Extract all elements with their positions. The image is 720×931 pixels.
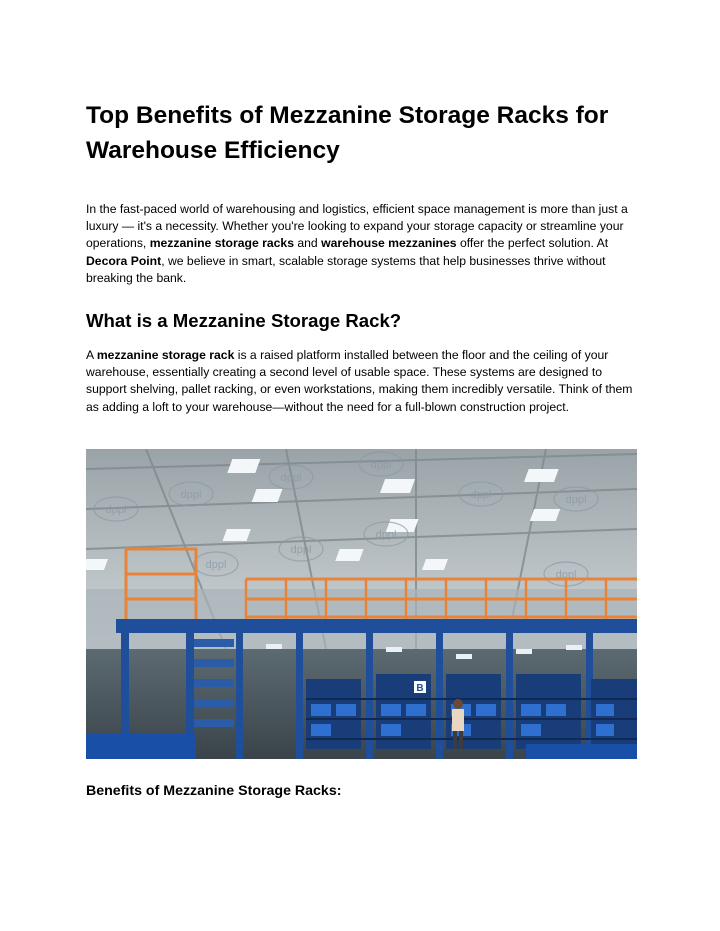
- warehouse-mezzanine-photo: [86, 449, 637, 759]
- svg-text:dppl: dppl: [205, 559, 227, 571]
- intro-bold-warehouse-mezzanines: warehouse mezzanines: [321, 236, 457, 251]
- benefits-heading: Benefits of Mezzanine Storage Racks:: [86, 783, 342, 799]
- page-title: Top Benefits of Mezzanine Storage Racks for Warehouse Efficiency: [86, 102, 609, 164]
- rack-label: B: [416, 683, 424, 694]
- svg-text:dppl: dppl: [470, 489, 492, 501]
- section-text-1: A: [86, 348, 97, 362]
- svg-text:dppl: dppl: [370, 459, 392, 471]
- section-bold-mezzanine-storage-rack: mezzanine storage rack: [96, 348, 235, 362]
- intro-text-2: and: [293, 236, 322, 251]
- svg-text:dppl: dppl: [555, 569, 577, 581]
- svg-text:dppl: dppl: [565, 494, 587, 506]
- intro-paragraph: [86, 201, 634, 287]
- svg-text:dppl: dppl: [375, 529, 397, 541]
- section-heading: What is a Mezzanine Storage Rack?: [86, 310, 402, 331]
- intro-bold-decora-point: Decora Point: [86, 253, 162, 268]
- intro-text-1: In the fast-paced world of warehousing and logistics, efficient space management is more than just a luxury — it's a necessity. Whether you're looking to expand your storage capacity or streamline your operations,: [86, 202, 628, 251]
- intro-text-4: , we believe in smart, scalable storage systems that help businesses thrive without breaking the bank.: [86, 253, 606, 285]
- svg-text:dppl: dppl: [290, 544, 312, 556]
- svg-text:dppl: dppl: [105, 504, 127, 516]
- section-paragraph: [86, 347, 634, 416]
- intro-bold-mezzanine-storage-racks: mezzanine storage racks: [149, 236, 294, 251]
- svg-text:dppl: dppl: [280, 472, 302, 484]
- intro-text-3: offer the perfect solution. At: [456, 236, 609, 251]
- section-text-2: is a raised platform installed between the floor and the ceiling of your warehouse, essentially creating a second level of usable space. These systems are designed to support shelving, pallet racking, or even workstations, making them incredibly versatile. Think of them as adding a loft to your warehouse—without the need for a full-blown construction project.: [86, 348, 633, 414]
- svg-text:dppl: dppl: [180, 489, 202, 501]
- warehouse-illustration: [86, 449, 637, 759]
